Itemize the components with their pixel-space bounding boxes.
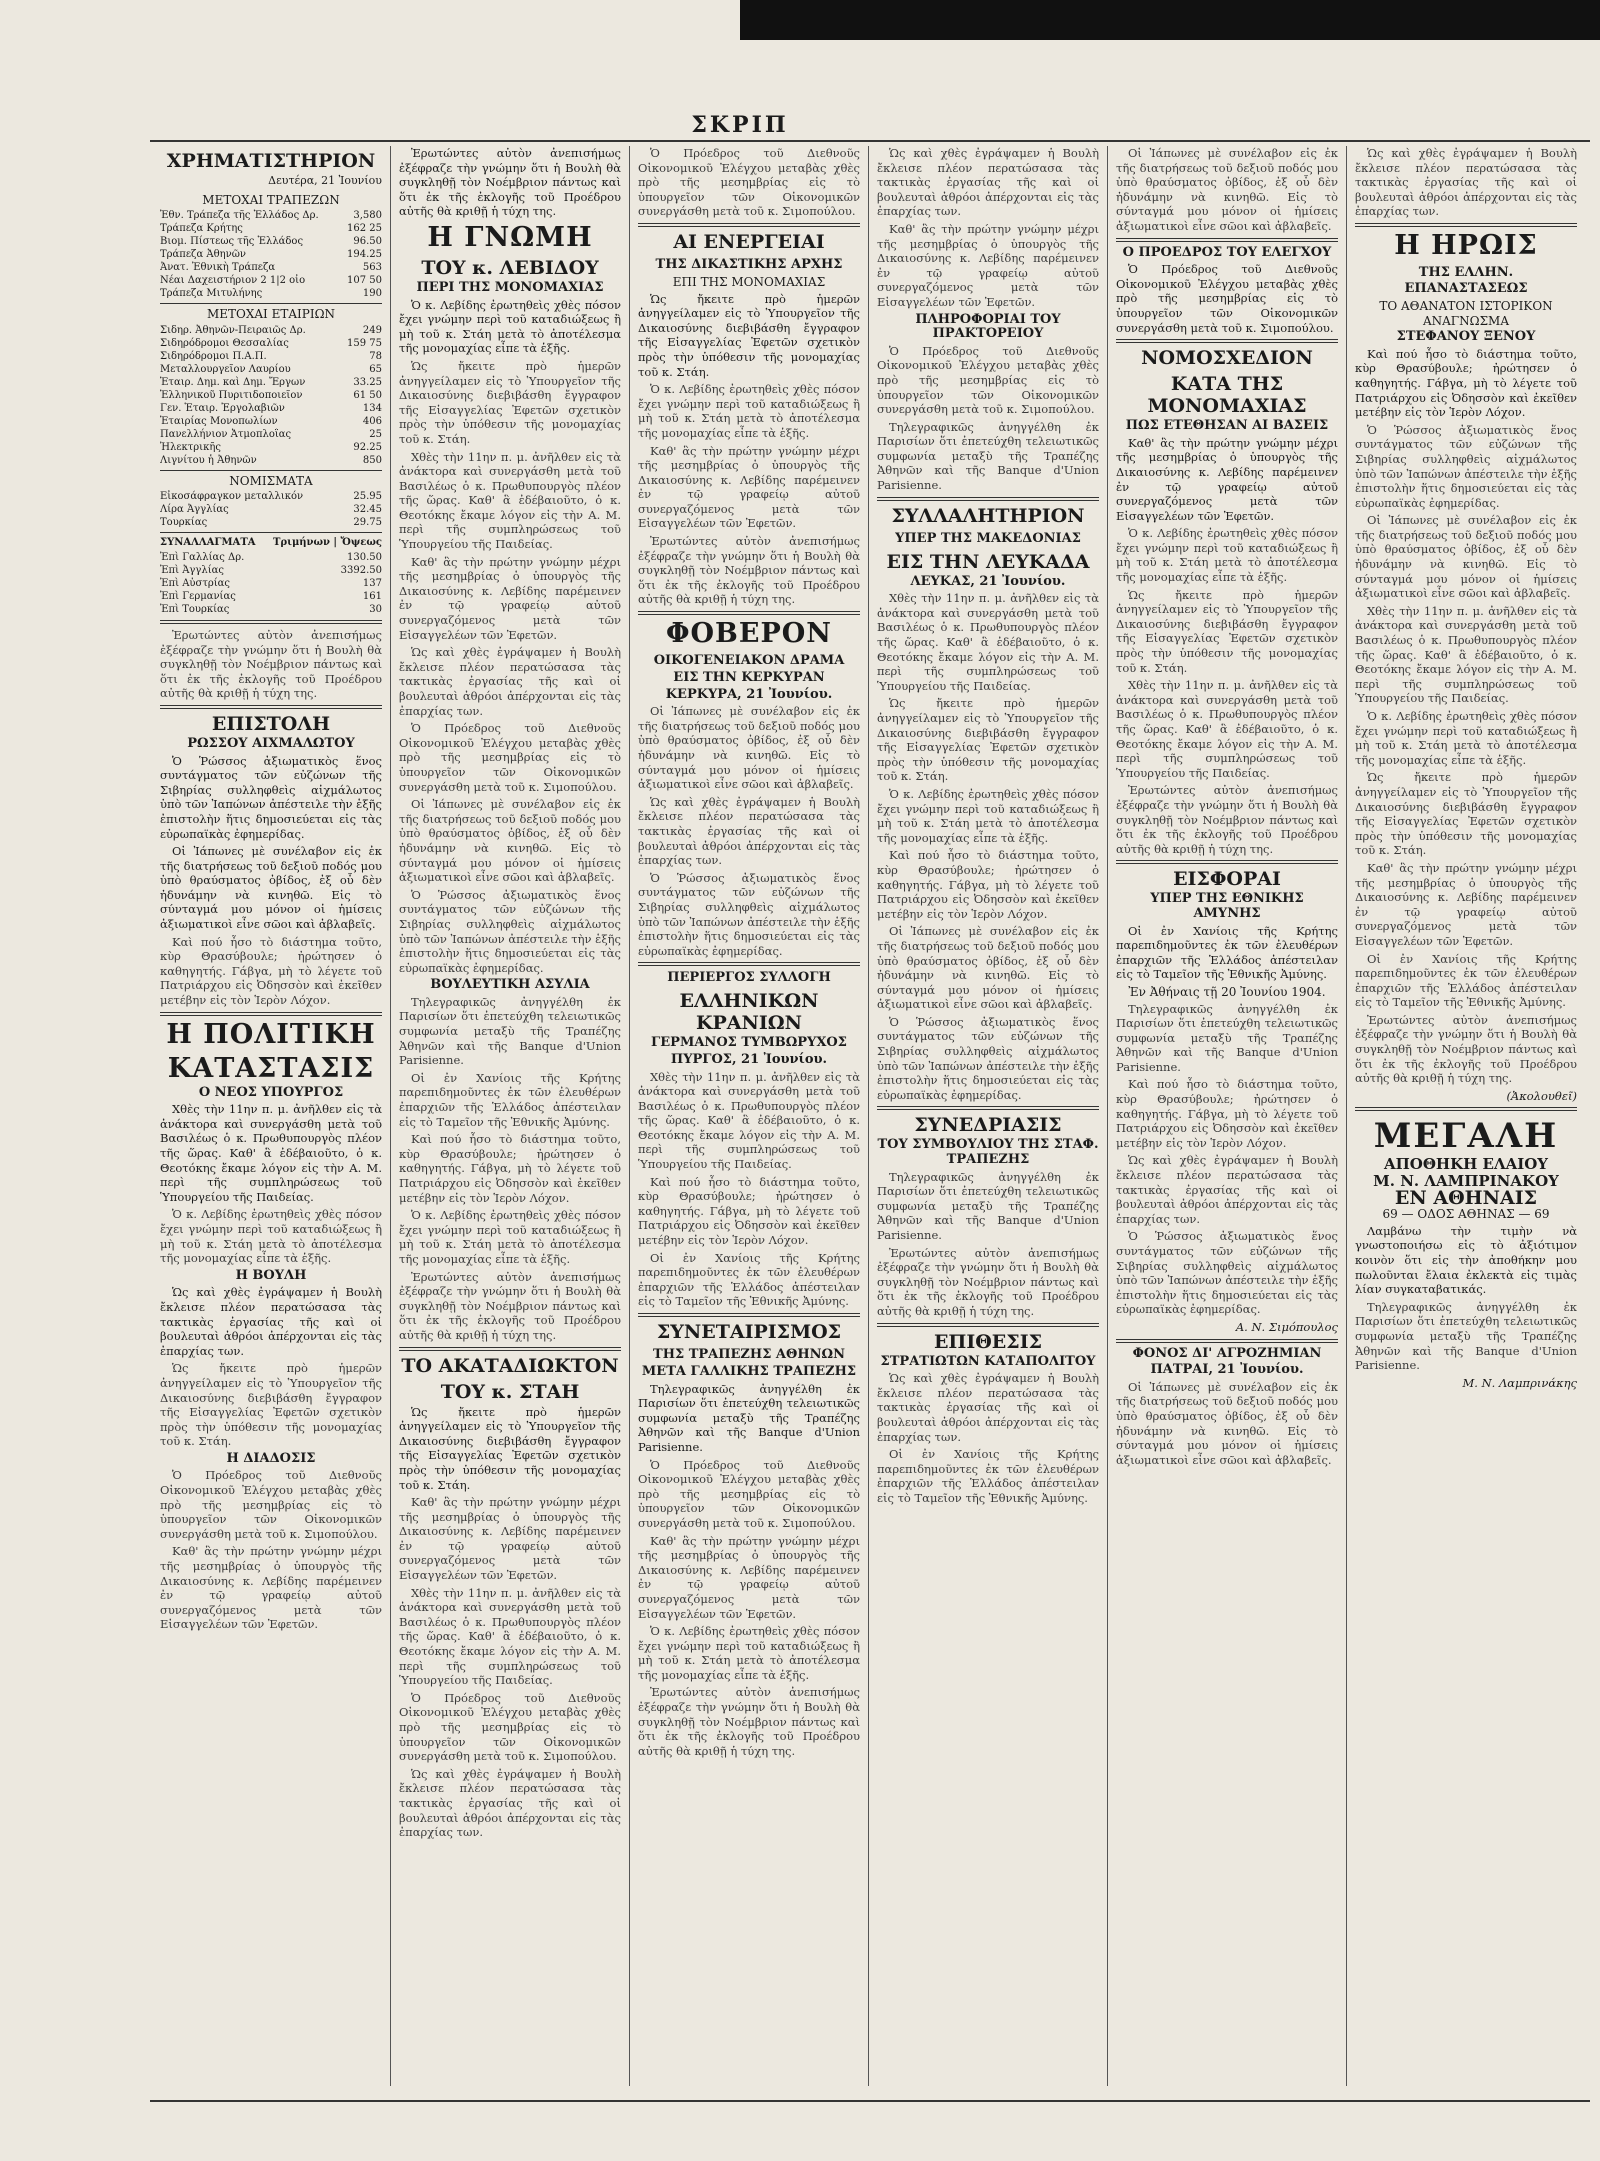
row-label: Ἐπὶ Ἀγγλίας — [160, 564, 224, 576]
row-value: 32.45 — [353, 504, 382, 516]
article-text: Ὁ Ῥώσσος ἀξιωματικὸς ἕνος συντάγματος τῶν εὐζώνων τῆς Σιβηρίας συλληφθεὶς αἰχμάλωτος ὑπὸ τῶν Ἰαπώνων ἀπέστειλε τὴν ἑξῆς ἐπιστολὴν ἥτις δημοσιεύεται εἰς τὰς εὐρωπαϊκὰς ἐφημερίδας. — [160, 753, 382, 841]
article-text: Χθὲς τὴν 11ην π. μ. ἀνῆλθεν εἰς τὰ ἀνάκτορα καὶ συνεργάσθη μετὰ τοῦ Βασιλέως ὁ κ. Πρωθυπουργὸς πλέον τῆς ὥρας. Καθ' ἃ ἐδέβαιοῦτο, ὁ κ. Θεοτόκης ἔκαμε λόγον εἰς τὴν Α. Μ. περὶ τῆς συμπληρώσεως τοῦ Ὑπουργείου τῆς Παιδείας. — [638, 1069, 860, 1172]
article-text: Οἱ Ἰάπωνες μὲ συνέλαβον εἰς ἐκ τῆς διατρήσεως τοῦ δεξιοῦ ποδός μου ὑπὸ θραύσματος ὀβίδος, ἐξ οὗ δὲν ἠδυνάμην νὰ κινηθῶ. Εἰς τὸ σύνταγμά μου μόνον οἱ ἡμίσεις ἀξιωματικοὶ εἶνε σῶοι καὶ ἀβλαβεῖς. — [160, 844, 382, 932]
nomosxedion-subtitle: ΠΩΣ ΕΤΕΘΗΣΑΝ ΑΙ ΒΑΣΕΙΣ — [1125, 418, 1329, 434]
article-text: Οἱ Ἰάπωνες μὲ συνέλαβον εἰς ἐκ τῆς διατρήσεως τοῦ δεξιοῦ ποδός μου ὑπὸ θραύσματος ὀβίδος, ἐξ οὗ δὲν ἠδυνάμην νὰ κινηθῶ. Εἰς τὸ σύνταγμά μου μόνον οἱ ἡμίσεις ἀξιωματικοὶ εἶνε σῶοι καὶ ἀβλαβεῖς. — [877, 924, 1099, 1012]
row-value: 65 — [369, 363, 382, 375]
ad-address: 69 — ΟΔΟΣ ΑΘΗΝΑΣ — 69 — [1382, 1207, 1550, 1222]
article-text: Ὡς καὶ χθὲς ἐγράψαμεν ἡ Βουλὴ ἔκλεισε πλέον περατώσασα τὰς τακτικὰς ἐργασίας τῆς καὶ οἱ βουλευταὶ ἀθρόοι ἀπέρχονται εἰς τὰς ἐπαρχίας των. — [877, 146, 1099, 219]
fovero-title: ΦΟΒΕΡΟΝ — [666, 618, 832, 650]
periergos-title: ΠΕΡΙΕΡΓΟΣ ΣΥΛΛΟΓΗ — [667, 970, 831, 986]
table-row — [160, 516, 382, 529]
energeiai-title: ΑΙ ΕΝΕΡΓΕΙΑΙ — [673, 230, 825, 253]
table-row — [160, 337, 382, 350]
article-text: Ὡς ἤκειτε πρὸ ἡμερῶν ἀνηγγείλαμεν εἰς τὸ Ὑπουργεῖον τῆς Δικαιοσύνης διεβιβάσθη ἔγγραφον τῆς Εἰσαγγελίας Ἐφετῶν σχετικὸν πρὸς τὴν ὑπόθεσιν τῆς μονομαχίας τοῦ κ. Στάη. — [399, 1404, 621, 1492]
row-label: Ἠλεκτρικῆς — [160, 441, 221, 453]
article-text: Οἱ Ἰάπωνες μὲ συνέλαβον εἰς ἐκ τῆς διατρήσεως τοῦ δεξιοῦ ποδός μου ὑπὸ θραύσματος ὀβίδος, ἐξ οὗ δὲν ἠδυνάμην νὰ κινηθῶ. Εἰς τὸ σύνταγμά μου μόνον οἱ ἡμίσεις ἀξιωματικοὶ εἶνε σῶοι καὶ ἀβλαβεῖς. — [399, 797, 621, 885]
article-text: Καὶ πού ἦσο τὸ διάστημα τοῦτο, κὺρ Θρασύβουλε; ἠρώτησεν ὁ καθηγητής. Γάβγα, μὴ τὸ λέγετε τοῦ Πατριάρχου εἰς Ὀδησσὸν καὶ ἐκεῖθεν μετέβην εἰς τὸν Ἱερὸν Λόχον. — [1355, 346, 1577, 420]
article-text: Ὁ κ. Λεβίδης ἐρωτηθεὶς χθὲς πόσον ἔχει γνώμην περὶ τοῦ καταδιώξεως ἢ μὴ τοῦ κ. Στάη μετὰ τὸ ἀποτέλεσμα τῆς μονομαχίας εἶπε τὰ ἑξῆς. — [160, 1207, 382, 1266]
column-3 — [638, 146, 860, 2086]
epistole-title: ΕΠΙΣΤΟΛΗ — [211, 712, 331, 735]
row-value: 134 — [362, 402, 382, 414]
article-text: Ὡς καὶ χθὲς ἐγράψαμεν ἡ Βουλὴ ἔκλεισε πλέον περατώσασα τὰς τακτικὰς ἐργασίας τῆς καὶ οἱ βουλευταὶ ἀθρόοι ἀπέρχονται εἰς τὰς ἐπαρχίας των. — [1116, 1153, 1338, 1226]
row-value: 249 — [362, 324, 382, 336]
column-rule — [1346, 146, 1347, 2086]
fx-table — [160, 551, 382, 616]
row-label: Τουρκίας — [160, 517, 208, 529]
article-text: Ὡς ἤκειτε πρὸ ἡμερῶν ἀνηγγείλαμεν εἰς τὸ Ὑπουργεῖον τῆς Δικαιοσύνης διεβιβάσθη ἔγγραφον τῆς Εἰσαγγελίας Ἐφετῶν σχετικὸν πρὸς τὴν ὑπόθεσιν τῆς μονομαχίας τοῦ κ. Στάη. — [1355, 770, 1577, 858]
row-value: 850 — [362, 454, 382, 466]
synetairismos-title-2: ΤΗΣ ΤΡΑΠΕΖΗΣ ΑΘΗΝΩΝ — [653, 1347, 845, 1362]
article-text: Καὶ πού ἦσο τὸ διάστημα τοῦτο, κὺρ Θρασύβουλε; ἠρώτησεν ὁ καθηγητής. Γάβγα, μὴ τὸ λέγετε τοῦ Πατριάρχου εἰς Ὀδησσὸν καὶ ἐκεῖθεν μετέβην εἰς τὸν Ἱερὸν Λόχον. — [638, 1174, 860, 1248]
table-row — [160, 564, 382, 577]
article-text: Ὡς ἤκειτε πρὸ ἡμερῶν ἀνηγγείλαμεν εἰς τὸ Ὑπουργεῖον τῆς Δικαιοσύνης διεβιβάσθη ἔγγραφον τῆς Εἰσαγγελίας Ἐφετῶν σχετικὸν πρὸς τὴν ὑπόθεσιν τῆς μονομαχίας τοῦ κ. Στάη. — [160, 1361, 382, 1449]
synetairismos-subtitle: ΜΕΤΑ ΓΑΛΛΙΚΗΣ ΤΡΑΠΕΖΗΣ — [641, 1364, 857, 1379]
continued-note: (Ἀκολουθεῖ) — [1506, 1088, 1577, 1103]
article-text: Οἱ ἐν Χανίοις τῆς Κρήτης παρεπιδημοῦντες ἐκ τῶν ἐλευθέρων ἐπαρχιῶν τῆς Ἑλλάδος ἀπέστειλαν εἰς τὸ Ταμεῖον τῆς Ἐθνικῆς Ἀμύνης. — [1116, 923, 1338, 982]
article-text: Καθ' ἃς τὴν πρώτην γνώμην μέχρι τῆς μεσημβρίας ὁ ὑπουργὸς τῆς Δικαιοσύνης κ. Λεβίδης παρέμεινεν ἐν τῷ γραφείῳ αὐτοῦ συνεργαζόμενος μετὰ τῶν Εἰσαγγελέων τῶν Ἐφετῶν. — [638, 443, 860, 531]
epithesis-title: ΕΠΙΘΕΣΙΣ — [933, 1330, 1043, 1353]
article-text: Χθὲς τὴν 11ην π. μ. ἀνῆλθεν εἰς τὰ ἀνάκτορα καὶ συνεργάσθη μετὰ τοῦ Βασιλέως ὁ κ. Πρωθυπουργὸς πλέον τῆς ὥρας. Καθ' ἃ ἐδέβαιοῦτο, ὁ κ. Θεοτόκης ἔκαμε λόγον εἰς τὴν Α. Μ. περὶ τῆς συμπληρώσεως τοῦ Ὑπουργείου τῆς Παιδείας. — [877, 591, 1099, 693]
row-value: 78 — [369, 350, 382, 362]
column-rule — [629, 146, 630, 2086]
article-text: Καθ' ἃς τὴν πρώτην γνώμην μέχρι τῆς μεσημβρίας ὁ ὑπουργὸς τῆς Δικαιοσύνης κ. Λεβίδης παρέμεινεν ἐν τῷ γραφείῳ αὐτοῦ συνεργαζόμενος μετὰ τῶν Εἰσαγγελέων τῶν Ἐφετῶν. — [399, 554, 621, 642]
nomosxedion-title: ΝΟΜΟΣΧΕΔΙΟΝ — [1141, 347, 1313, 370]
energeiai-subtitle: ΕΠΙ ΤΗΣ ΜΟΝΟΜΑΧΙΑΣ — [672, 274, 826, 289]
article-text: Οἱ Ἰάπωνες μὲ συνέλαβον εἰς ἐκ τῆς διατρήσεως τοῦ δεξιοῦ ποδός μου ὑπὸ θραύσματος ὀβίδος, ἐξ οὗ δὲν ἠδυνάμην νὰ κινηθῶ. Εἰς τὸ σύνταγμά μου μόνον οἱ ἡμίσεις ἀξιωματικοὶ εἶνε σῶοι καὶ ἀβλαβεῖς. — [1355, 513, 1577, 601]
coins-table — [160, 490, 382, 529]
article-text: Οἱ Ἰάπωνες μὲ συνέλαβον εἰς ἐκ τῆς διατρήσεως τοῦ δεξιοῦ ποδός μου ὑπὸ θραύσματος ὀβίδος, ἐξ οὗ δὲν ἠδυνάμην νὰ κινηθῶ. Εἰς τὸ σύνταγμά μου μόνον οἱ ἡμίσεις ἀξιωματικοὶ εἶνε σῶοι καὶ ἀβλαβεῖς. — [1116, 146, 1338, 233]
fx-heading: ΣΥΝΑΛΛΑΓΜΑΤΑ — [160, 537, 256, 549]
fonos-title: ΦΟΝΟΣ ΔΙ' ΑΓΡΟΖΗΜΙΑΝ — [1132, 1345, 1322, 1361]
plirof-heading: ΠΛΗΡΟΦΟΡΙΑΙ ΤΟΥ ΠΡΑΚΤΟΡΕΙΟΥ — [915, 311, 1061, 342]
article-text: Ἐρωτώντες αὐτὸν ἀνεπισήμως ἐξέφραζε τὴν γνώμην ὅτι ἡ Βουλὴ θὰ συγκληθῇ τὸν Νοέμβριον πάντως καὶ ὅτι ἐκ τῆς ἐκλογῆς τοῦ Προέδρου αὐτῆς θὰ κριθῇ ἡ τύχη της. — [638, 1685, 860, 1758]
article-text: Ὡς ἤκειτε πρὸ ἡμερῶν ἀνηγγείλαμεν εἰς τὸ Ὑπουργεῖον τῆς Δικαιοσύνης διεβιβάσθη ἔγγραφον τῆς Εἰσαγγελίας Ἐφετῶν σχετικὸν πρὸς τὴν ὑπόθεσιν τῆς μονομαχίας τοῦ κ. Στάη. — [638, 291, 860, 379]
row-label: Εἰκοσάφραγκον μεταλλικόν — [160, 491, 304, 503]
row-value: 107 50 — [347, 275, 382, 287]
article-text: Ὡς καὶ χθὲς ἐγράψαμεν ἡ Βουλὴ ἔκλεισε πλέον περατώσασα τὰς τακτικὰς ἐργασίας τῆς καὶ οἱ βουλευταὶ ἀθρόοι ἀπέρχονται εἰς τὰς ἐπαρχίας των. — [638, 794, 860, 868]
column-2 — [399, 146, 621, 2086]
row-label: Ἐθν. Τράπεζα τῆς Ἑλλάδος Δρ. — [160, 210, 319, 222]
article-text: Καθ' ἃς τὴν πρώτην γνώμην μέχρι τῆς μεσημβρίας ὁ ὑπουργὸς τῆς Δικαιοσύνης κ. Λεβίδης παρέμεινεν ἐν τῷ γραφείῳ αὐτοῦ συνεργαζόμενος μετὰ τῶν Εἰσαγγελέων τῶν Ἐφετῶν. — [877, 221, 1099, 309]
row-label: Λιγνίτου ἡ Ἀθηνῶν — [160, 454, 257, 466]
table-row — [160, 590, 382, 603]
table-row — [160, 577, 382, 590]
table-row — [160, 261, 382, 274]
article-text: Ἐρωτώντες αὐτὸν ἀνεπισήμως ἐξέφραζε τὴν γνώμην ὅτι ἡ Βουλὴ θὰ συγκληθῇ τὸν Νοέμβριον πάντως καὶ ὅτι ἐκ τῆς ἐκλογῆς τοῦ Προέδρου αὐτῆς θὰ κριθῇ ἡ τύχη της. — [399, 1269, 621, 1342]
fonos-dateline: ΠΑΤΡΑΙ, 21 Ἰουνίου. — [1150, 1362, 1304, 1378]
article-text: Ὁ Ῥώσσος ἀξιωματικὸς ἕνος συντάγματος τῶν εὐζώνων τῆς Σιβηρίας συλληφθεὶς αἰχμάλωτος ὑπὸ τῶν Ἰαπώνων ἀπέστειλε τὴν ἑξῆς ἐπιστολὴν ἥτις δημοσιεύεται εἰς τὰς εὐρωπαϊκὰς ἐφημερίδας. — [1355, 422, 1577, 510]
masthead: ΣΚΡΙΠ — [691, 112, 789, 138]
article-text: Οἱ ἐν Χανίοις τῆς Κρήτης παρεπιδημοῦντες ἐκ τῶν ἐλευθέρων ἐπαρχιῶν τῆς Ἑλλάδος ἀπέστειλαν εἰς τὸ Ταμεῖον τῆς Ἐθνικῆς Ἀμύνης. — [877, 1447, 1099, 1505]
gnomi-subtitle-2: ΠΕΡΙ ΤΗΣ ΜΟΝΟΜΑΧΙΑΣ — [416, 279, 604, 295]
syllalitirion-dateline: ΛΕΥΚΑΣ, 21 Ἰουνίου. — [910, 573, 1066, 589]
article-text: Ὁ Πρόεδρος τοῦ Διεθνοῦς Οἰκονομικοῦ Ἐλέγχου μεταβὰς χθὲς πρὸ τῆς μεσημβρίας εἰς τὸ ὑπουργεῖον τῶν Οἰκονομικῶν συνεργάσθη μετὰ τοῦ κ. Σιμοπούλου. — [638, 146, 860, 219]
article-text: Ὁ Πρόεδρος τοῦ Διεθνοῦς Οἰκονομικοῦ Ἐλέγχου μεταβὰς χθὲς πρὸ τῆς μεσημβρίας εἰς τὸ ὑπουργεῖον τῶν Οἰκονομικῶν συνεργάσθη μετὰ τοῦ κ. Σιμοπούλου. — [877, 343, 1099, 417]
row-value: 96.50 — [353, 236, 382, 248]
companies-heading: ΜΕΤΟΧΑΙ ΕΤΑΙΡΙΩΝ — [206, 307, 336, 322]
column-1 — [160, 146, 382, 2086]
table-row — [160, 248, 382, 261]
article-text: Τηλεγραφικῶς ἀνηγγέλθη ἐκ Παρισίων ὅτι ἐπετεύχθη τελειωτικῶς συμφωνία μεταξὺ τῆς Τραπέζης Ἀθηνῶν καὶ τῆς Banque d'Union Parisienne. — [638, 1381, 860, 1454]
row-value: 406 — [362, 415, 382, 427]
article-text: Ὁ Πρόεδρος τοῦ Διεθνοῦς Οἰκονομικοῦ Ἐλέγχου μεταβὰς χθὲς πρὸ τῆς μεσημβρίας εἰς τὸ ὑπουργεῖον τῶν Οἰκονομικῶν συνεργάσθη μετὰ τοῦ κ. Σιμοπούλου. — [399, 721, 621, 794]
eisfora-signature: Α. Ν. Σιμόπουλος — [1235, 1319, 1338, 1334]
footer-rule — [150, 2100, 1590, 2102]
row-label: Ἐπὶ Γερμανίας — [160, 590, 236, 602]
iroistis-subtitle-2: ΤΟ ΑΘΑΝΑΤΟΝ ΙΣΤΟΡΙΚΟΝ ΑΝΑΓΝΩΣΜΑ — [1379, 298, 1553, 328]
row-value: 194.25 — [347, 249, 382, 261]
column-5 — [1116, 146, 1338, 2086]
synetairismos-title: ΣΥΝΕΤΑΙΡΙΣΜΟΣ — [656, 1321, 842, 1343]
row-label: Σιδηρόδρομοι Π.Α.Π. — [160, 350, 267, 362]
article-text: Ὁ Πρόεδρος τοῦ Διεθνοῦς Οἰκονομικοῦ Ἐλέγχου μεταβὰς χθὲς πρὸ τῆς μεσημβρίας εἰς τὸ ὑπουργεῖον τῶν Οἰκονομικῶν συνεργάσθη μετὰ τοῦ κ. Σιμοπούλου. — [399, 1690, 621, 1764]
row-value: 61 50 — [353, 389, 382, 401]
table-row — [160, 428, 382, 441]
syllalitirion-title: ΣΥΛΛΑΛΗΤΗΡΙΟΝ — [891, 504, 1085, 527]
table-row — [160, 490, 382, 503]
table-row — [160, 376, 382, 389]
table-row — [160, 274, 382, 287]
article-text: Οἱ Ἰάπωνες μὲ συνέλαβον εἰς ἐκ τῆς διατρήσεως τοῦ δεξιοῦ ποδός μου ὑπὸ θραύσματος ὀβίδος, ἐξ οὗ δὲν ἠδυνάμην νὰ κινηθῶ. Εἰς τὸ σύνταγμά μου μόνον οἱ ἡμίσεις ἀξιωματικοὶ εἶνε σῶοι καὶ ἀβλαβεῖς. — [638, 704, 860, 792]
table-row — [160, 350, 382, 363]
table-row — [160, 235, 382, 248]
article-text: Ὁ Ῥώσσος ἀξιωματικὸς ἕνος συντάγματος τῶν εὐζώνων τῆς Σιβηρίας συλληφθεὶς αἰχμάλωτος ὑπὸ τῶν Ἰαπώνων ἀπέστειλε τὴν ἑξῆς ἐπιστολὴν ἥτις δημοσιεύεται εἰς τὰς εὐρωπαϊκὰς ἐφημερίδας. — [1116, 1229, 1338, 1317]
article-text: Καὶ πού ἦσο τὸ διάστημα τοῦτο, κὺρ Θρασύβουλε; ἠρώτησεν ὁ καθηγητής. Γάβγα, μὴ τὸ λέγετε τοῦ Πατριάρχου εἰς Ὀδησσὸν καὶ ἐκεῖθεν μετέβην εἰς τὸν Ἱερὸν Λόχον. — [399, 1132, 621, 1205]
ad-line-3: ΕΝ ΑΘΗΝΑΙΣ — [1394, 1186, 1538, 1209]
row-label: Ἐπὶ Γαλλίας Δρ. — [160, 551, 245, 563]
fx-subheading: Τριμήνων | Ὄψεως — [273, 537, 382, 549]
akatadiokton-subtitle: ΤΟΥ κ. ΣΤΑΗ — [440, 1380, 580, 1403]
article-text: Ὁ κ. Λεβίδης ἐρωτηθεὶς χθὲς πόσον ἔχει γνώμην περὶ τοῦ καταδιώξεως ἢ μὴ τοῦ κ. Στάη μετὰ τὸ ἀποτέλεσμα τῆς μονομαχίας εἶπε τὰ ἑξῆς. — [1116, 526, 1338, 585]
article-text: Χθὲς τὴν 11ην π. μ. ἀνῆλθεν εἰς τὰ ἀνάκτορα καὶ συνεργάσθη μετὰ τοῦ Βασιλέως ὁ κ. Πρωθυπουργὸς πλέον τῆς ὥρας. Καθ' ἃ ἐδέβαιοῦτο, ὁ κ. Θεοτόκης ἔκαμε λόγον εἰς τὴν Α. Μ. περὶ τῆς συμπληρώσεως τοῦ Ὑπουργείου τῆς Παιδείας. — [1355, 603, 1577, 706]
article-text: Ἐρωτώντες αὐτὸν ἀνεπισήμως ἐξέφραζε τὴν γνώμην ὅτι ἡ Βουλὴ θὰ συγκληθῇ τὸν Νοέμβριον πάντως καὶ ὅτι ἐκ τῆς ἐκλογῆς τοῦ Προέδρου αὐτῆς θὰ κριθῇ ἡ τύχη της. — [1116, 783, 1338, 856]
ad-line-1: ΑΠΟΘΗΚΗ ΕΛΑΙΟΥ — [1383, 1155, 1549, 1174]
article-text: Χθὲς τὴν 11ην π. μ. ἀνῆλθεν εἰς τὰ ἀνάκτορα καὶ συνεργάσθη μετὰ τοῦ Βασιλέως ὁ κ. Πρωθυπουργὸς πλέον τῆς ὥρας. Καθ' ἃ ἐδέβαιοῦτο, ὁ κ. Θεοτόκης ἔκαμε λόγον εἰς τὴν Α. Μ. περὶ τῆς συμπληρώσεως τοῦ Ὑπουργείου τῆς Παιδείας. — [399, 1585, 621, 1688]
row-value: 161 — [362, 590, 382, 602]
article-text: Ὡς καὶ χθὲς ἐγράψαμεν ἡ Βουλὴ ἔκλεισε πλέον περατώσασα τὰς τακτικὰς ἐργασίας τῆς καὶ οἱ βουλευταὶ ἀθρόοι ἀπέρχονται εἰς τὰς ἐπαρχίας των. — [1355, 146, 1577, 219]
article-text: Οἱ ἐν Χανίοις τῆς Κρήτης παρεπιδημοῦντες ἐκ τῶν ἐλευθέρων ἐπαρχιῶν τῆς Ἑλλάδος ἀπέστειλαν εἰς τὸ Ταμεῖον τῆς Ἐθνικῆς Ἀμύνης. — [399, 1070, 621, 1129]
article-text: Ὁ Πρόεδρος τοῦ Διεθνοῦς Οἰκονομικοῦ Ἐλέγχου μεταβὰς χθὲς πρὸ τῆς μεσημβρίας εἰς τὸ ὑπουργεῖον τῶν Οἰκονομικῶν συνεργάσθη μετὰ τοῦ κ. Σιμοπούλου. — [638, 1457, 860, 1530]
ad-signature: Μ. Ν. Λαμπρινάκης — [1462, 1375, 1577, 1390]
article-text: Ὡς καὶ χθὲς ἐγράψαμεν ἡ Βουλὴ ἔκλεισε πλέον περατώσασα τὰς τακτικὰς ἐργασίας τῆς καὶ οἱ βουλευταὶ ἀθρόοι ἀπέρχονται εἰς τὰς ἐπαρχίας των. — [877, 1371, 1099, 1444]
article-text: Οἱ ἐν Χανίοις τῆς Κρήτης παρεπιδημοῦντες ἐκ τῶν ἐλευθέρων ἐπαρχιῶν τῆς Ἑλλάδος ἀπέστειλαν εἰς τὸ Ταμεῖον τῆς Ἐθνικῆς Ἀμύνης. — [1355, 951, 1577, 1010]
row-label: Νέαι Δαχειστήριον 2 1|2 οἰο — [160, 275, 306, 287]
gnomi-title: Η ΓΝΩΜΗ — [427, 221, 593, 253]
companies-table — [160, 324, 382, 467]
row-value: 92.25 — [353, 441, 382, 453]
article-text: Ὁ Ῥώσσος ἀξιωματικὸς ἕνος συντάγματος τῶν εὐζώνων τῆς Σιβηρίας συλληφθεὶς αἰχμάλωτος ὑπὸ τῶν Ἰαπώνων ἀπέστειλε τὴν ἑξῆς ἐπιστολὴν ἥτις δημοσιεύεται εἰς τὰς εὐρωπαϊκὰς ἐφημερίδας. — [877, 1014, 1099, 1102]
article-text: Τηλεγραφικῶς ἀνηγγέλθη ἐκ Παρισίων ὅτι ἐπετεύχθη τελειωτικῶς συμφωνία μεταξὺ τῆς Τραπέζης Ἀθηνῶν καὶ τῆς Banque d'Union Parisienne. — [1355, 1299, 1577, 1373]
coins-heading: ΝΟΜΙΣΜΑΤΑ — [229, 473, 313, 488]
gnomi-subtitle: ΤΟΥ κ. ΛΕΒΙΔΟΥ — [421, 256, 599, 279]
article-text: Τηλεγραφικῶς ἀνηγγέλθη ἐκ Παρισίων ὅτι ἐπετεύχθη τελειωτικῶς συμφωνία μεταξὺ τῆς Τραπέζης Ἀθηνῶν καὶ τῆς Banque d'Union Parisienne. — [877, 1169, 1099, 1242]
article-text: Ὁ κ. Λεβίδης ἐρωτηθεὶς χθὲς πόσον ἔχει γνώμην περὶ τοῦ καταδιώξεως ἢ μὴ τοῦ κ. Στάη μετὰ τὸ ἀποτέλεσμα τῆς μονομαχίας εἶπε τὰ ἑξῆς. — [877, 786, 1099, 845]
banks-heading: ΜΕΤΟΧΑΙ ΤΡΑΠΕΖΩΝ — [202, 192, 340, 207]
row-value: 3392.50 — [340, 564, 382, 576]
akatadiokton-title: ΤΟ ΑΚΑΤΑΔΙΩΚΤΟΝ — [401, 1354, 619, 1377]
article-text: Οἱ Ἰάπωνες μὲ συνέλαβον εἰς ἐκ τῆς διατρήσεως τοῦ δεξιοῦ ποδός μου ὑπὸ θραύσματος ὀβίδος, ἐξ οὗ δὲν ἠδυνάμην νὰ κινηθῶ. Εἰς τὸ σύνταγμά μου μόνον οἱ ἡμίσεις ἀξιωματικοὶ εἶνε σῶοι καὶ ἀβλαβεῖς. — [1116, 1379, 1338, 1467]
periergos-subtitle: ΓΕΡΜΑΝΟΣ ΤΥΜΒΩΡΥΧΟΣ — [651, 1035, 847, 1051]
article-text: Καὶ πού ἦσο τὸ διάστημα τοῦτο, κὺρ Θρασύβουλε; ἠρώτησεν ὁ καθηγητής. Γάβγα, μὴ τὸ λέγετε τοῦ Πατριάρχου εἰς Ὀδησσὸν καὶ ἐκεῖθεν μετέβην εἰς τὸν Ἱερὸν Λόχον. — [160, 934, 382, 1008]
table-row — [160, 363, 382, 376]
row-label: Λίρα Ἀγγλίας — [160, 504, 229, 516]
article-text: Ὁ κ. Λεβίδης ἐρωτηθεὶς χθὲς πόσον ἔχει γνώμην περὶ τοῦ καταδιώξεως ἢ μὴ τοῦ κ. Στάη μετὰ τὸ ἀποτέλεσμα τῆς μονομαχίας εἶπε τὰ ἑξῆς. — [1355, 709, 1577, 767]
article-text: Τηλεγραφικῶς ἀνηγγέλθη ἐκ Παρισίων ὅτι ἐπετεύχθη τελειωτικῶς συμφωνία μεταξὺ τῆς Τραπέζης Ἀθηνῶν καὶ τῆς Banque d'Union Parisienne. — [877, 419, 1099, 493]
row-label: Ἐπὶ Αὐστρίας — [160, 577, 231, 589]
article-text: Ἐρωτώντες αὐτὸν ἀνεπισήμως ἐξέφραζε τὴν γνώμην ὅτι ἡ Βουλὴ θὰ συγκληθῇ τὸν Νοέμβριον πάντως καὶ ὅτι ἐκ τῆς ἐκλογῆς τοῦ Προέδρου αὐτῆς θὰ κριθῇ ἡ τύχη της. — [638, 534, 860, 607]
article-text: Ὡς ἤκειτε πρὸ ἡμερῶν ἀνηγγείλαμεν εἰς τὸ Ὑπουργεῖον τῆς Δικαιοσύνης διεβιβάσθη ἔγγραφον τῆς Εἰσαγγελίας Ἐφετῶν σχετικὸν πρὸς τὴν ὑπόθεσιν τῆς μονομαχίας τοῦ κ. Στάη. — [399, 358, 621, 446]
row-value: 29.75 — [353, 517, 382, 529]
table-row — [160, 222, 382, 235]
article-text: Καὶ πού ἦσο τὸ διάστημα τοῦτο, κὺρ Θρασύβουλε; ἠρώτησεν ὁ καθηγητής. Γάβγα, μὴ τὸ λέγετε τοῦ Πατριάρχου εἰς Ὀδησσὸν καὶ ἐκεῖθεν μετέβην εἰς τὸν Ἱερὸν Λόχον. — [877, 848, 1099, 921]
row-label: Σιδηρ. Ἀθηνῶν-Πειραιῶς Δρ. — [160, 324, 306, 336]
row-label: Ἑταιρίας Μονοπωλίων — [160, 415, 278, 427]
synedriasis-title: ΣΥΝΕΔΡΙΑΣΙΣ — [914, 1114, 1062, 1137]
article-text: Οἱ ἐν Χανίοις τῆς Κρήτης παρεπιδημοῦντες ἐκ τῶν ἐλευθέρων ἐπαρχιῶν τῆς Ἑλλάδος ἀπέστειλαν εἰς τὸ Ταμεῖον τῆς Ἐθνικῆς Ἀμύνης. — [638, 1250, 860, 1309]
row-value: 33.25 — [353, 376, 382, 388]
iroistis-subtitle: ΤΗΣ ΕΛΛΗΝ. ΕΠΑΝΑΣΤΑΣΕΩΣ — [1404, 264, 1528, 296]
vouleutiki-heading: ΒΟΥΛΕΥΤΙΚΗ ΑΣΥΛΙΑ — [430, 977, 590, 993]
table-row — [160, 209, 382, 222]
politiki-title: Η ΠΟΛΙΤΙΚΗ — [166, 1018, 376, 1050]
article-text: Χθὲς τὴν 11ην π. μ. ἀνῆλθεν εἰς τὰ ἀνάκτορα καὶ συνεργάσθη μετὰ τοῦ Βασιλέως ὁ κ. Πρωθυπουργὸς πλέον τῆς ὥρας. Καθ' ἃ ἐδέβαιοῦτο, ὁ κ. Θεοτόκης ἔκαμε λόγον εἰς τὴν Α. Μ. περὶ τῆς συμπληρώσεως τοῦ Ὑπουργείου τῆς Παιδείας. — [399, 449, 621, 552]
row-label: Ἑταιρ. Δημ. καὶ Δημ. Ἔργων — [160, 376, 306, 388]
table-row — [160, 389, 382, 402]
energeiai-title-2: ΤΗΣ ΔΙΚΑΣΤΙΚΗΣ ΑΡΧΗΣ — [655, 256, 843, 272]
article-text: Ἐρωτώντες αὐτὸν ἀνεπισήμως ἐξέφραζε τὴν γνώμην ὅτι ἡ Βουλὴ θὰ συγκληθῇ τὸν Νοέμβριον πάντως καὶ ὅτι ἐκ τῆς ἐκλογῆς τοῦ Προέδρου αὐτῆς θὰ κριθῇ ἡ τύχη της. — [877, 1245, 1099, 1318]
row-label: Ἀνατ. Ἐθνικὴ Τράπεζα — [160, 262, 276, 274]
eisfora-subtitle: ΥΠΕΡ ΤΗΣ ΕΘΝΙΚΗΣ ΑΜΥΝΗΣ — [1150, 891, 1304, 921]
article-text: Καθ' ἃς τὴν πρώτην γνώμην μέχρι τῆς μεσημβρίας ὁ ὑπουργὸς τῆς Δικαιοσύνης κ. Λεβίδης παρέμεινεν ἐν τῷ γραφείῳ αὐτοῦ συνεργαζόμενος μετὰ τῶν Εἰσαγγελέων τῶν Ἐφετῶν. — [1355, 860, 1577, 948]
article-text: Ὁ κ. Λεβίδης ἐρωτηθεὶς χθὲς πόσον ἔχει γνώμην περὶ τοῦ καταδιώξεως ἢ μὴ τοῦ κ. Στάη μετὰ τὸ ἀποτέλεσμα τῆς μονομαχίας εἶπε τὰ ἑξῆς. — [399, 297, 621, 356]
article-text: Τηλεγραφικῶς ἀνηγγέλθη ἐκ Παρισίων ὅτι ἐπετεύχθη τελειωτικῶς συμφωνία μεταξὺ τῆς Τραπέζης Ἀθηνῶν καὶ τῆς Banque d'Union Parisienne. — [1116, 1001, 1338, 1074]
row-label: Ἑλληνικοῦ Πυριτιδοποιεῖον — [160, 389, 303, 401]
row-label: Μεταλλουργεῖον Λαυρίου — [160, 363, 291, 375]
article-text: Ὡς καὶ χθὲς ἐγράψαμεν ἡ Βουλὴ ἔκλεισε πλέον περατώσασα τὰς τακτικὰς ἐργασίας τῆς καὶ οἱ βουλευταὶ ἀθρόοι ἀπέρχονται εἰς τὰς ἐπαρχίας των. — [399, 645, 621, 718]
diadosis-heading: Η ΔΙΑΔΟΣΙΣ — [226, 1450, 316, 1466]
row-value: 3,580 — [353, 210, 382, 222]
scan-edge-band — [0, 0, 1600, 40]
article-text: Λαμβάνω τὴν τιμὴν νὰ γνωστοποιήσω εἰς τὸ ἀξιότιμον κοινὸν ὅτι εἰς τὴν ἀποθήκην μου πωλοῦνται ἔλαια ἐκλεκτὰ εἰς τιμὰς λίαν συγκαταβατικάς. — [1355, 1223, 1577, 1297]
article-text: Τηλεγραφικῶς ἀνηγγέλθη ἐκ Παρισίων ὅτι ἐπετεύχθη τελειωτικῶς συμφωνία μεταξὺ τῆς Τραπέζης Ἀθηνῶν καὶ τῆς Banque d'Union Parisienne. — [399, 994, 621, 1068]
exchange-title: ΧΡΗΜΑΤΙΣΤΗΡΙΟΝ — [166, 150, 376, 172]
exchange-date: Δευτέρα, 21 Ἰουνίου — [268, 174, 382, 187]
table-row — [160, 551, 382, 564]
syllalitirion-subtitle: ΥΠΕΡ ΤΗΣ ΜΑΚΕΔΟΝΙΑΣ — [895, 530, 1081, 546]
row-value: 159 75 — [347, 337, 382, 349]
table-row — [160, 324, 382, 337]
article-text: Ὁ Πρόεδρος τοῦ Διεθνοῦς Οἰκονομικοῦ Ἐλέγχου μεταβὰς χθὲς πρὸ τῆς μεσημβρίας εἰς τὸ ὑπουργεῖον τῶν Οἰκονομικῶν συνεργάσθη μετὰ τοῦ κ. Σιμοπούλου. — [1116, 262, 1338, 335]
table-row — [160, 441, 382, 454]
fovero-title-2: ΟΙΚΟΓΕΝΕΙΑΚΟΝ ΔΡΑΜΑ — [653, 653, 845, 669]
row-value: 25 — [369, 428, 382, 440]
row-label: Πανελλήνιον Ἀτμοπλοΐας — [160, 428, 292, 440]
article-text: Ὡς καὶ χθὲς ἐγράψαμεν ἡ Βουλὴ ἔκλεισε πλέον περατώσασα τὰς τακτικὰς ἐργασίας τῆς καὶ οἱ βουλευταὶ ἀθρόοι ἀπέρχονται εἰς τὰς ἐπαρχίας των. — [160, 1285, 382, 1358]
table-row — [160, 415, 382, 428]
article-text: Ἐρωτώντες αὐτὸν ἀνεπισήμως ἐξέφραζε τὴν γνώμην ὅτι ἡ Βουλὴ θὰ συγκληθῇ τὸν Νοέμβριον πάντως καὶ ὅτι ἐκ τῆς ἐκλογῆς τοῦ Προέδρου αὐτῆς θὰ κριθῇ ἡ τύχη της. — [160, 627, 382, 701]
table-row — [160, 503, 382, 516]
article-text: Καὶ πού ἦσο τὸ διάστημα τοῦτο, κὺρ Θρασύβουλε; ἠρώτησεν ὁ καθηγητής. Γάβγα, μὴ τὸ λέγετε τοῦ Πατριάρχου εἰς Ὀδησσὸν καὶ ἐκεῖθεν μετέβην εἰς τὸν Ἱερὸν Λόχον. — [1116, 1077, 1338, 1150]
article-text: Χθὲς τὴν 11ην π. μ. ἀνῆλθεν εἰς τὰ ἀνάκτορα καὶ συνεργάσθη μετὰ τοῦ Βασιλέως ὁ κ. Πρωθυπουργὸς πλέον τῆς ὥρας. Καθ' ἃ ἐδέβαιοῦτο, ὁ κ. Θεοτόκης ἔκαμε λόγον εἰς τὴν Α. Μ. περὶ τῆς συμπληρώσεως τοῦ Ὑπουργείου τῆς Παιδείας. — [1116, 678, 1338, 780]
article-text: Ἐρωτώντες αὐτὸν ἀνεπισήμως ἐξέφραζε τὴν γνώμην ὅτι ἡ Βουλὴ θὰ συγκληθῇ τὸν Νοέμβριον πάντως καὶ ὅτι ἐκ τῆς ἐκλογῆς τοῦ Προέδρου αὐτῆς θὰ κριθῇ ἡ τύχη της. — [399, 146, 621, 219]
banks-table — [160, 209, 382, 300]
syllalitirion-subtitle-2: ΕΙΣ ΤΗΝ ΛΕΥΚΑΔΑ — [886, 550, 1090, 573]
epistole-subtitle: ΡΩΣΣΟΥ ΑΙΧΜΑΛΩΤΟΥ — [187, 735, 355, 751]
table-row — [160, 603, 382, 616]
synedriasis-subtitle: ΤΟΥ ΣΥΜΒΟΥΛΙΟΥ ΤΗΣ ΣΤΑΦ. ΤΡΑΠΕΖΗΣ — [877, 1137, 1099, 1168]
periergos-dateline: ΠΥΡΓΟΣ, 21 Ἰουνίου. — [670, 1051, 828, 1067]
column-rule — [390, 146, 391, 2086]
row-value: 563 — [362, 262, 382, 274]
row-label: Σιδηρόδρομοι Θεσσαλίας — [160, 337, 289, 349]
article-text: Ὁ κ. Λεβίδης ἐρωτηθεὶς χθὲς πόσον ἔχει γνώμην περὶ τοῦ καταδιώξεως ἢ μὴ τοῦ κ. Στάη μετὰ τὸ ἀποτέλεσμα τῆς μονομαχίας εἶπε τὰ ἑξῆς. — [399, 1208, 621, 1266]
politiki-title-2: ΚΑΤΑΣΤΑΣΙΣ — [167, 1052, 375, 1084]
article-text: Ὁ Πρόεδρος τοῦ Διεθνοῦς Οἰκονομικοῦ Ἐλέγχου μεταβὰς χθὲς πρὸ τῆς μεσημβρίας εἰς τὸ ὑπουργεῖον τῶν Οἰκονομικῶν συνεργάσθη μετὰ τοῦ κ. Σιμοπούλου. — [160, 1468, 382, 1541]
article-text: Ὡς ἤκειτε πρὸ ἡμερῶν ἀνηγγείλαμεν εἰς τὸ Ὑπουργεῖον τῆς Δικαιοσύνης διεβιβάσθη ἔγγραφον τῆς Εἰσαγγελίας Ἐφετῶν σχετικὸν πρὸς τὴν ὑπόθεσιν τῆς μονομαχίας τοῦ κ. Στάη. — [1116, 587, 1338, 675]
periergos-title-2: ΕΛΛΗΝΙΚΩΝ ΚΡΑΝΙΩΝ — [679, 990, 819, 1035]
column-4 — [877, 146, 1099, 2086]
row-label: Τράπεζα Ἀθηνῶν — [160, 249, 246, 261]
article-text: Καθ' ἃς τὴν πρώτην γνώμην μέχρι τῆς μεσημβρίας ὁ ὑπουργὸς τῆς Δικαιοσύνης κ. Λεβίδης παρέμεινεν ἐν τῷ γραφείῳ αὐτοῦ συνεργαζόμενος μετὰ τῶν Εἰσαγγελέων τῶν Ἐφετῶν. — [399, 1495, 621, 1583]
row-value: 190 — [362, 288, 382, 300]
row-label: Τράπεζα Μιτυλήνης — [160, 288, 263, 300]
header-rule — [150, 140, 1590, 142]
row-label: Τράπεζα Κρήτης — [160, 223, 243, 235]
politiki-subtitle: Ο ΝΕΟΣ ΥΠΟΥΡΓΟΣ — [198, 1084, 344, 1100]
table-row — [160, 287, 382, 300]
article-text: Ὁ κ. Λεβίδης ἐρωτηθεὶς χθὲς πόσον ἔχει γνώμην περὶ τοῦ καταδιώξεως ἢ μὴ τοῦ κ. Στάη μετὰ τὸ ἀποτέλεσμα τῆς μονομαχίας εἶπε τὰ ἑξῆς. — [638, 382, 860, 440]
iroistis-author: ΣΤΕΦΑΝΟΥ ΞΕΝΟΥ — [1396, 329, 1536, 345]
nomosxedion-title-2: ΚΑΤΑ ΤΗΣ ΜΟΝΟΜΑΧΙΑΣ — [1147, 373, 1307, 418]
row-value: 137 — [362, 577, 382, 589]
article-text: Καθ' ἃς τὴν πρώτην γνώμην μέχρι τῆς μεσημβρίας ὁ ὑπουργὸς τῆς Δικαιοσύνης κ. Λεβίδης παρέμεινεν ἐν τῷ γραφείῳ αὐτοῦ συνεργαζόμενος μετὰ τῶν Εἰσαγγελέων τῶν Ἐφετῶν. — [1116, 435, 1338, 523]
column-rule — [868, 146, 869, 2086]
eisfora-date: Ἐν Ἀθήναις τῇ 20 Ἰουνίου 1904. — [1128, 984, 1326, 999]
iroistis-title: Η ΗΡΩΙΣ — [1394, 229, 1538, 261]
article-text: Χθὲς τὴν 11ην π. μ. ἀνῆλθεν εἰς τὰ ἀνάκτορα καὶ συνεργάσθη μετὰ τοῦ Βασιλέως ὁ κ. Πρωθυπουργὸς πλέον τῆς ὥρας. Καθ' ἃ ἐδέβαιοῦτο, ὁ κ. Θεοτόκης ἔκαμε λόγον εἰς τὴν Α. Μ. περὶ τῆς συμπληρώσεως τοῦ Ὑπουργείου τῆς Παιδείας. — [160, 1102, 382, 1204]
row-value: 25.95 — [353, 491, 382, 503]
epithesis-subtitle: ΣΤΡΑΤΙΩΤΩΝ ΚΑΤΑΠΟΛΙΤΟΥ — [880, 1353, 1096, 1369]
article-text: Ὡς καὶ χθὲς ἐγράψαμεν ἡ Βουλὴ ἔκλεισε πλέον περατώσασα τὰς τακτικὰς ἐργασίας τῆς καὶ οἱ βουλευταὶ ἀθρόοι ἀπέρχονται εἰς τὰς ἐπαρχίας των. — [399, 1766, 621, 1840]
fovero-subtitle: ΕΙΣ ΤΗΝ ΚΕΡΚΥΡΑΝ — [673, 670, 825, 686]
ad-title: ΜΕΓΑΛΗ — [1373, 1116, 1559, 1157]
column-rule — [1107, 146, 1108, 2086]
article-text: Ἐρωτώντες αὐτὸν ἀνεπισήμως ἐξέφραζε τὴν γνώμην ὅτι ἡ Βουλὴ θὰ συγκληθῇ τὸν Νοέμβριον πάντως καὶ ὅτι ἐκ τῆς ἐκλογῆς τοῦ Προέδρου αὐτῆς θὰ κριθῇ ἡ τύχη της. — [1355, 1012, 1577, 1086]
fovero-dateline: ΚΕΡΚΥΡΑ, 21 Ἰουνίου. — [665, 686, 833, 702]
article-text: Ὁ κ. Λεβίδης ἐρωτηθεὶς χθὲς πόσον ἔχει γνώμην περὶ τοῦ καταδιώξεως ἢ μὴ τοῦ κ. Στάη μετὰ τὸ ἀποτέλεσμα τῆς μονομαχίας εἶπε τὰ ἑξῆς. — [638, 1624, 860, 1682]
row-value: 30 — [369, 603, 382, 615]
row-label: Ἐπὶ Τουρκίας — [160, 603, 230, 615]
article-text: Καθ' ἃς τὴν πρώτην γνώμην μέχρι τῆς μεσημβρίας ὁ ὑπουργὸς τῆς Δικαιοσύνης κ. Λεβίδης παρέμεινεν ἐν τῷ γραφείῳ αὐτοῦ συνεργαζόμενος μετὰ τῶν Εἰσαγγελέων τῶν Ἐφετῶν. — [638, 1533, 860, 1621]
column-6 — [1355, 146, 1577, 2086]
article-text: Καθ' ἃς τὴν πρώτην γνώμην μέχρι τῆς μεσημβρίας ὁ ὑπουργὸς τῆς Δικαιοσύνης κ. Λεβίδης παρέμεινεν ἐν τῷ γραφείῳ αὐτοῦ συνεργαζόμενος μετὰ τῶν Εἰσαγγελέων τῶν Ἐφετῶν. — [160, 1544, 382, 1632]
row-label: Γεν. Ἑταιρ. Ἐργολαβιῶν — [160, 402, 285, 414]
article-text: Ὡς ἤκειτε πρὸ ἡμερῶν ἀνηγγείλαμεν εἰς τὸ Ὑπουργεῖον τῆς Δικαιοσύνης διεβιβάσθη ἔγγραφον τῆς Εἰσαγγελίας Ἐφετῶν σχετικὸν πρὸς τὴν ὑπόθεσιν τῆς μονομαχίας τοῦ κ. Στάη. — [877, 696, 1099, 784]
eisfora-title: ΕΙΣΦΟΡΑΙ — [1173, 868, 1281, 891]
article-text: Ὁ Ῥώσσος ἀξιωματικὸς ἕνος συντάγματος τῶν εὐζώνων τῆς Σιβηρίας συλληφθεὶς αἰχμάλωτος ὑπὸ τῶν Ἰαπώνων ἀπέστειλε τὴν ἑξῆς ἐπιστολὴν ἥτις δημοσιεύεται εἰς τὰς εὐρωπαϊκὰς ἐφημερίδας. — [638, 870, 860, 958]
row-value: 162 25 — [347, 223, 382, 235]
table-row — [160, 402, 382, 415]
article-text: Ὁ Ῥώσσος ἀξιωματικὸς ἕνος συντάγματος τῶν εὐζώνων τῆς Σιβηρίας συλληφθεὶς αἰχμάλωτος ὑπὸ τῶν Ἰαπώνων ἀπέστειλε τὴν ἑξῆς ἐπιστολὴν ἥτις δημοσιεύεται εἰς τὰς εὐρωπαϊκὰς ἐφημερίδας. — [399, 887, 621, 975]
ad-line-2: Μ. Ν. ΛΑΜΠΡΙΝΑΚΟΥ — [1373, 1172, 1559, 1191]
row-value: 130.50 — [347, 551, 382, 563]
table-row — [160, 454, 382, 467]
proedros-heading: Ο ΠΡΟΕΔΡΟΣ ΤΟΥ ΕΛΕΓΧΟΥ — [1122, 244, 1332, 260]
vouli-heading: Η ΒΟΥΛΗ — [235, 1267, 307, 1283]
row-label: Βιομ. Πίστεως τῆς Ἑλλάδος — [160, 236, 304, 248]
